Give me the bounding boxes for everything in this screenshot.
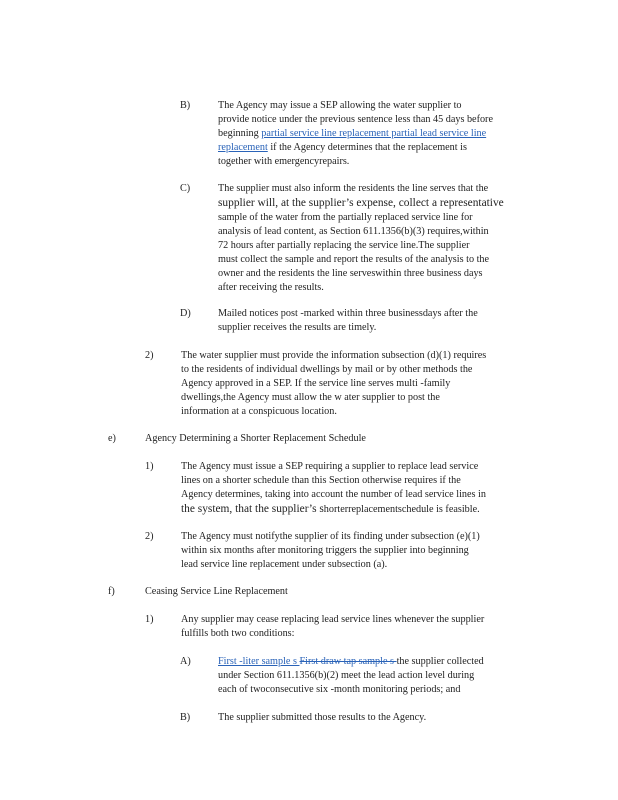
item-paragraph	[218, 655, 538, 697]
text-run: provide notice under the previous sentence less than 45 days before	[218, 114, 493, 125]
text-run: after receiving the results.	[218, 282, 324, 293]
text-run: Any supplier may cease replacing lead service lines whenever the supplier	[181, 614, 485, 625]
deleted-text: First draw tap sample s	[299, 656, 397, 667]
item-label: 1)	[145, 614, 154, 625]
text-run: Mailed notices post -marked within three businessdays after the	[218, 308, 478, 319]
text-line	[218, 655, 538, 669]
text-line	[181, 363, 538, 377]
text-line	[181, 391, 538, 405]
text-line	[218, 99, 538, 113]
text-line	[218, 711, 538, 725]
text-line	[218, 239, 538, 253]
text-line	[218, 321, 538, 335]
text-line	[218, 281, 538, 295]
text-run: supplier will, at the supplier’s expense, collect a representative	[218, 197, 504, 209]
text-line	[218, 307, 538, 321]
text-run: beginning	[218, 128, 262, 139]
item-paragraph	[145, 432, 445, 446]
text-run: if the Agency determines that the replacement is	[267, 142, 467, 153]
text-run: supplier receives the results are timely.	[218, 322, 377, 333]
item-label: f)	[108, 586, 115, 597]
item-paragraph	[218, 99, 538, 169]
item-label: C)	[180, 183, 191, 194]
item-label: e)	[108, 433, 116, 444]
item-label: D)	[180, 308, 191, 319]
text-line	[218, 683, 538, 697]
text-run: must collect the sample and report the results of the analysis to the	[218, 254, 490, 265]
text-run: fulfills both two conditions:	[181, 628, 295, 639]
text-run: The Agency must notifythe supplier of its finding under subsection (e)(1)	[181, 531, 480, 542]
text-run: The Agency may issue a SEP allowing the water supplier to	[218, 100, 462, 111]
text-run: sample of the water from the partially replaced service line for	[218, 212, 473, 223]
item-paragraph	[218, 307, 538, 335]
text-line	[218, 113, 538, 127]
text-run: The supplier must also inform the residents the line serves that the	[218, 183, 489, 194]
text-line	[181, 405, 538, 419]
inserted-text: First -liter sample s	[218, 656, 300, 667]
text-line	[145, 432, 445, 446]
text-run: Agency Determining a Shorter Replacement Schedule	[145, 433, 366, 444]
text-run: The supplier submitted those results to the Agency.	[218, 712, 427, 723]
text-line	[218, 196, 538, 211]
text-line	[218, 225, 538, 239]
text-line	[181, 627, 538, 641]
text-run: within six months after monitoring triggers the supplier into beginning	[181, 545, 469, 556]
text-line	[181, 558, 538, 572]
text-line	[181, 488, 543, 502]
text-run: the supplier collected	[396, 656, 484, 667]
text-line	[145, 585, 445, 599]
inserted-text: partial service line replacement partial lead service line	[261, 128, 487, 139]
text-line	[181, 530, 538, 544]
text-run: The water supplier must provide the information subsection (d)(1) requires	[181, 350, 487, 361]
text-run: lead service line replacement under subsection (a).	[181, 559, 388, 570]
text-run: horterreplacementschedule is feasible.	[323, 504, 480, 515]
item-label: A)	[180, 656, 191, 667]
text-run: Agency determines, taking into account the number of lead service lines in	[181, 489, 486, 500]
item-label: 1)	[145, 461, 154, 472]
text-run: The Agency must issue a SEP requiring a supplier to replace lead service	[181, 461, 479, 472]
text-run: information at a conspicuous location.	[181, 406, 337, 417]
text-line	[218, 182, 538, 196]
text-run: 72 hours after partially replacing the service line.The supplier	[218, 240, 470, 251]
item-paragraph	[218, 182, 538, 295]
text-line	[181, 613, 538, 627]
text-run: analysis of lead content, as Section 611.1356(b)(3) requires,within	[218, 226, 489, 237]
text-line	[181, 474, 543, 488]
text-line	[181, 460, 543, 474]
text-run: lines on a shorter schedule than this Section otherwise requires if the	[181, 475, 461, 486]
text-run: together with emergencyrepairs.	[218, 156, 350, 167]
text-run: Ceasing Service Line Replacement	[145, 586, 288, 597]
text-run: each of twoconsecutive six -month monitoring periods; and	[218, 684, 461, 695]
text-run: to the residents of individual dwellings by mail or by other methods the	[181, 364, 473, 375]
text-line	[181, 544, 538, 558]
item-paragraph	[181, 530, 538, 572]
text-run: owner and the residents the line serveswithin three business days	[218, 268, 483, 279]
text-line	[218, 267, 538, 281]
item-paragraph	[181, 349, 538, 419]
item-label: 2)	[145, 531, 154, 542]
item-paragraph	[181, 613, 538, 641]
text-run: dwellings,the Agency must allow the w ater supplier to post the	[181, 392, 440, 403]
item-label: B)	[180, 100, 191, 111]
text-line	[218, 211, 538, 225]
text-line	[218, 155, 538, 169]
item-label: B)	[180, 712, 191, 723]
text-line	[218, 669, 538, 683]
inserted-text: replacement	[218, 142, 268, 153]
text-line	[181, 502, 543, 517]
text-run: the system, that the supplier’s s	[181, 503, 324, 515]
item-paragraph	[145, 585, 445, 599]
text-line	[218, 127, 538, 141]
item-paragraph	[181, 460, 543, 517]
text-line	[181, 349, 538, 363]
text-run: under Section 611.1356(b)(2) meet the lead action level during	[218, 670, 475, 681]
item-paragraph	[218, 711, 538, 725]
text-line	[218, 141, 538, 155]
text-run: Agency approved in a SEP. If the service line serves multi -family	[181, 378, 451, 389]
text-line	[218, 253, 538, 267]
item-label: 2)	[145, 350, 154, 361]
text-line	[181, 377, 538, 391]
